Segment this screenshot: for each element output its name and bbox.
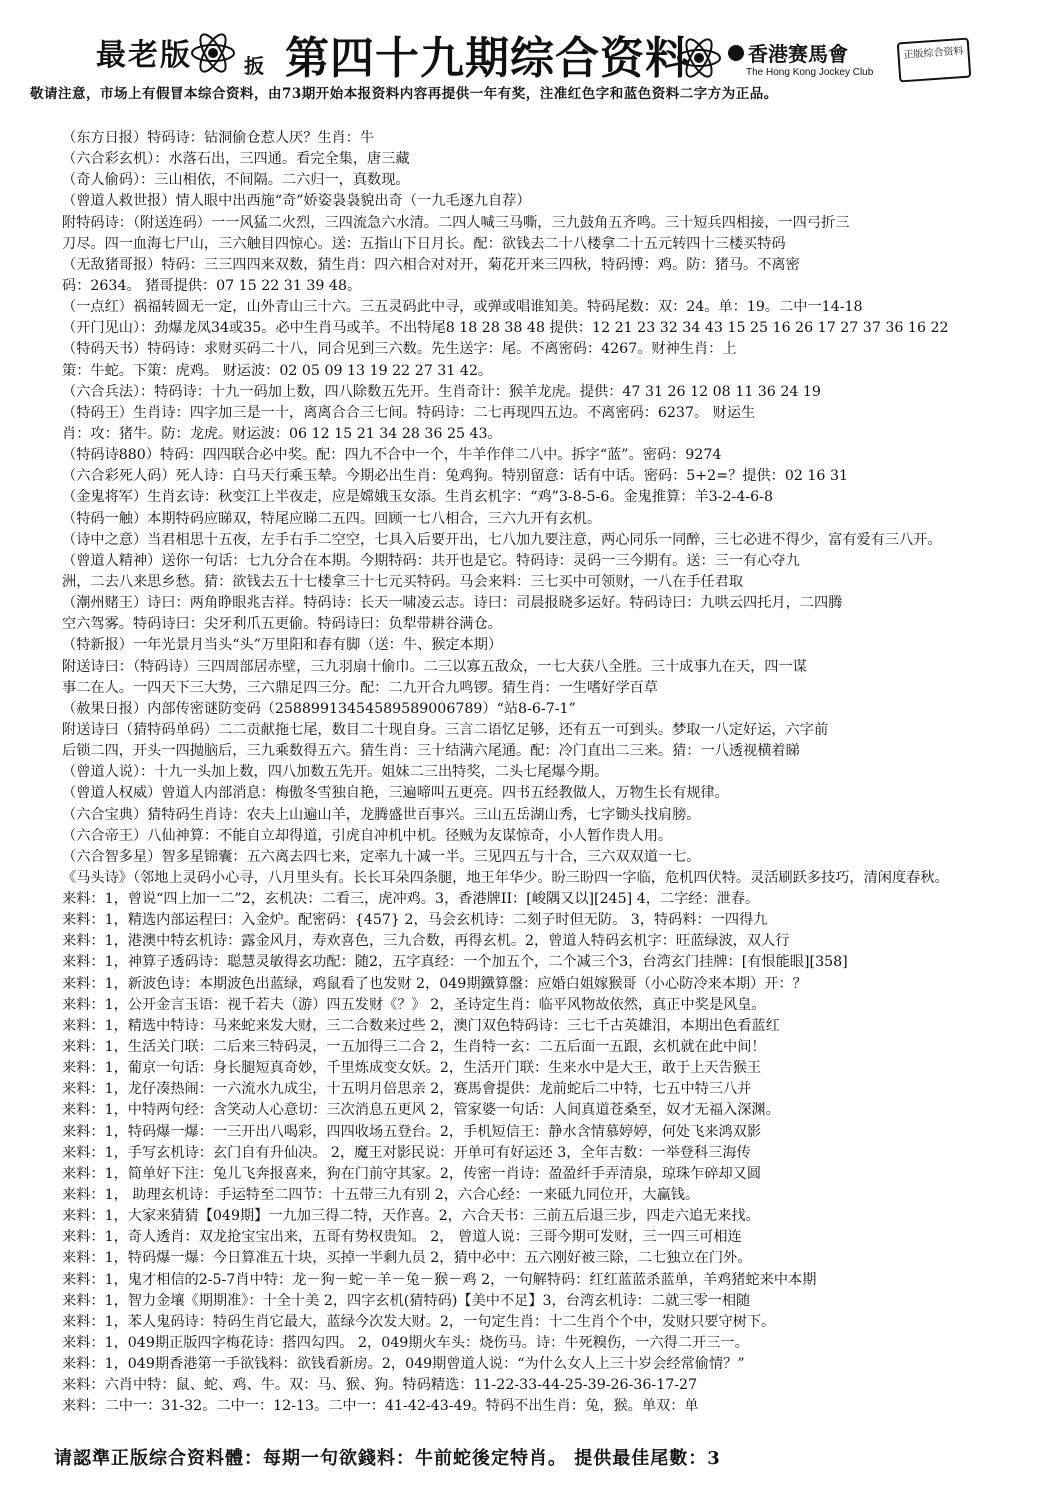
text-line: （曾道人说）：十九一头加上数，四八加数五先开。姐妹二三出特奖，二头七尾爆今期。 bbox=[62, 764, 609, 781]
text-line: （特码王）生肖诗：四字加三是一十，离离合合三七间。特码诗：二七再现四五边。不离密码：6237。 财运生 bbox=[62, 404, 756, 421]
jockey-club-cn: 香港赛馬會 bbox=[748, 42, 848, 66]
text-line: 附特码诗：（附送连码）一一风猛二火烈，三四流急六水清。二四人喊三马嘶，三九鼓角五齐鸣。三十短兵四相接，一四弓折三 bbox=[62, 214, 850, 231]
text-line: 《马头诗》（邻地上灵码小心寻，八月里头有。长长耳朵四条腿，地王年华少。盼三盼四一字临，危机四伏特。灵活刷跃多技巧，清闲度春秋。 bbox=[62, 869, 949, 886]
text-line: 来料：1，葡京一句话：身长腿短真奇妙，千里炼成变女妖。2，生活开门联：生来水中是大王，敢于上天告猴王 bbox=[62, 1060, 762, 1077]
page-title: 第四十九期综合资料 bbox=[285, 33, 690, 84]
jockey-club-logo bbox=[728, 38, 888, 78]
text-line: 来料：1，新波色诗：本期波色出蓝绿，鸡鼠看了也发财 2，049期鐵算盤：应婚白姐嫁猴哥（小心防冷来本期）开：？ bbox=[62, 975, 807, 992]
text-line: （曾道人救世报）情人眼中出西施“奇”娇姿袅袅貌出奇（一九毛逐九自荐） bbox=[62, 193, 531, 210]
text-line: 来料：1，奇人透肖：双龙抢宝宝出来，五哥有势权贵知。 2， 曾道人说：三哥今期可发财，三一四三可相连 bbox=[62, 1229, 742, 1246]
text-line: 来料：二中一：31-32。二中一：12-13。二中一：41-42-43-49。特码不出生肖：兔，猴。单双：单 bbox=[62, 1398, 699, 1415]
jockey-club-en: The Hong Kong Jockey Club bbox=[746, 67, 874, 78]
text-line: 刀尽。四一血海七尸山，三六触目四惊心。送：五指山下日月长。配：欲钱去二十八楼拿二十五元转四十三楼买特码 bbox=[62, 235, 786, 252]
text-line: （曾道人精神）送你一句话：七九分合在本期。今期特码：共开也是它。特码诗：灵码一三今期有。送：三一有心夺九 bbox=[62, 552, 800, 569]
atom-emblem-icon bbox=[676, 35, 722, 81]
text-line: 来料：1，公开金言玉语：视千若夫（游）四五发财《？》 2，圣诗定生肖：临平风物故依然，真正中奖是风皇。 bbox=[62, 996, 766, 1013]
text-line: （奇人偷码）：三山相依，不间隔。二六归一，真数现。 bbox=[62, 172, 410, 189]
text-line: （一点红）祸福转圆无一定，山外青山三十六。三五灵码此中寻，或弹或唱谁知美。特码尾数：双：24。单：19。二中一14-18 bbox=[62, 299, 863, 316]
text-line: （特码诗880）特码：四四联合必中奖。配：四九不合中一个，牛羊作伴二八中。拆字“蓝”。密码：9274 bbox=[62, 447, 722, 464]
text-line: （特码天书）特码诗：求财买码二十八，同合见到三六数。先生送字：尾。不离密码：4267。财神生肖：上 bbox=[62, 341, 737, 358]
text-line: 码：2634。 猪哥提供：07 15 22 31 39 48。 bbox=[62, 277, 362, 294]
text-line: 来料：1，生活关门联：二后来三特码灵，一五加得三二合 2，生肖特一玄：二五后面一五跟，玄机就在此中间！ bbox=[62, 1039, 766, 1056]
text-line: （特码一触）本期特码应睇双，特尾应睇二五四。回顾一七八相合，三六九开有玄机。 bbox=[62, 510, 602, 527]
text-line: 来料：1，大家来猜猜【049期】一九加三得二特，天作喜。2，六合天书：三前五后退三步，四走六追无来找。 bbox=[62, 1208, 760, 1225]
text-line: 来料：1，简单好下注：兔儿飞奔报喜来，狗在门前守其家。2，传密一肖诗：盈盈纤手弄清泉，琼珠乍碎却又圆 bbox=[62, 1165, 762, 1182]
text-line: 空六驾雾。特码诗曰：尖牙利爪五更偷。特码诗曰：负犁带耕谷满仓。 bbox=[62, 616, 502, 633]
text-line: 洲，二去八来思乡愁。猜：欲钱去五十七楼拿三十七元买特码。马会来料：三七买中可领财，一八在手任君取 bbox=[62, 573, 744, 590]
text-line: 来料：1，精选中特诗：马来蛇来发大财，三二合数来过些 2，澳门双色特码诗：三七千古英雄泪，本期出色看蓝红 bbox=[62, 1017, 780, 1034]
text-line: 来料：六肖中特：鼠、蛇、鸡、牛。双：马、猴、狗。特码精选：11-22-33-44-25-39-26-36-17-27 bbox=[62, 1377, 698, 1394]
notice-text: 敬请注意，市场上有假冒本综合资料，由73期开始本报资料内容再提供一年有奖，注准红色字和蓝色资料二字方为正品。 bbox=[30, 86, 778, 102]
ban-label: 扳 bbox=[244, 54, 264, 78]
text-line: 来料：1， 助理玄机诗：手运特至二四节：十五带三九有别 2，六合心经：一来砥九同位开，大赢钱。 bbox=[62, 1187, 700, 1204]
text-line: 来料：1，苯人鬼码诗：特码生肖它最大，蓝绿今次发大财。2，一句定生肖：十二生肖个个中，发财只要守树下。 bbox=[62, 1313, 776, 1330]
text-line: （六合彩死人码）死人诗：白马天行乘玉辇。今期必出生肖：兔鸡狗。特别留意：话有中话。密码：5+2=？提供：02 16 31 bbox=[62, 468, 849, 485]
text-line: （六合智多星）智多星锦囊：五六离去四七来，定率九十减一半。三见四五与十合，三六双双道一七。 bbox=[62, 848, 701, 865]
text-line: （潮州赌王）诗曰：两角睁眼兆吉祥。特码诗：长天一啸凌云志。诗曰：司晨报晓多运好。特码诗曰：九哄云四托月，二四腾 bbox=[62, 595, 843, 612]
text-line: 肖：攻：猪牛。防：龙虎。财运波：06 12 15 21 34 28 36 25 43。 bbox=[62, 425, 502, 442]
text-line: 来料：1，港澳中特玄机诗：露金风月，寿欢喜色，三九合数，再得玄机。2，曾道人特码玄机字：旺蓝绿波，双人行 bbox=[62, 933, 790, 950]
footer-text: 请認準正版综合资料體：每期一句欲錢料：牛前蛇後定特肖。 提供最佳尾數：3 bbox=[54, 1448, 721, 1469]
jockey-club-icon bbox=[728, 45, 744, 61]
text-line: （特新报）一年光景月当头“头”万里阳和春有脚（送：牛、猴定本期） bbox=[62, 637, 503, 654]
text-line: （六合帝王）八仙神算：不能自立却得道，引虎自冲机中机。径贼为友谋惊奇，小人暂作贵人用。 bbox=[62, 827, 673, 844]
text-line: （金鬼将军）生肖玄诗：秋变江上半夜走，应是嫦娥玉女添。生肖玄机字：“鸡”3-8-5-6。金鬼推算：羊3-2-4-6-8 bbox=[62, 489, 773, 506]
text-line: 来料：1，智力金壤《期期准》：十全十美 2，四字玄机(猜特码)【美中不足】3，台湾玄机诗：二就三零一相随 bbox=[62, 1292, 751, 1309]
text-line: （无敌猪哥报）特码：三三四四来双数，猜生肖：四六相合对对开，菊花开来三四秋，特码博：鸡。防：猪马。不离密 bbox=[62, 256, 800, 273]
text-line: 策：牛蛇。下策：虎鸡。 财运波：02 05 09 13 19 22 27 31 42。 bbox=[62, 362, 493, 379]
text-line: 来料：1，神算子透码诗：聪慧灵敏得玄功配：随2，五字真经：一个加五个，二个减三个3，台湾玄门挂牌：[有恨能眼][358] bbox=[62, 954, 848, 971]
text-line: 附送诗曰：（特码诗）三四周部居赤壁，三九羽扇十偷巾。二三以寡五敌众，一七大获八全胜。三十成事九在天，四一谋 bbox=[62, 658, 807, 675]
text-line: 来料：1，曾说“四上加一二”2，玄机决：二看三，虎冲鸡。3，香港牌II：[峻隅又以][245] 4，二字经：泄春。 bbox=[62, 891, 760, 908]
text-line: 来料：1，中特两句经：含笑动人心意切：三次消息五更风 2，管家婆一句话：人间真道苍桑至，奴才无福入深渊。 bbox=[62, 1102, 780, 1119]
text-line: 来料：1，精选内部运程曰：入金炉。配密码：{457} 2，马会玄机诗：二刻子时但无防。 3，特码料：一四得九 bbox=[62, 912, 768, 929]
text-line: （六合宝典）猜特码生肖诗：农夫上山遍山羊，龙腾盛世百事兴。三山五岳湖山秀，七字锄头找肩膀。 bbox=[62, 806, 701, 823]
tips-body bbox=[62, 128, 982, 1418]
text-line: 来料：1，龙仔凑热闹：一六流水九成尘，十五明月倍思亲 2，赛馬會提供：龙前蛇后二中特，七五中特三八并 bbox=[62, 1081, 752, 1098]
text-line: 来料：1，特码爆一爆：今日算准五十块，买掉一半剩九员 2，猜中必中：五六刚好被三除，二七独立在门外。 bbox=[62, 1250, 752, 1267]
text-line: 附送诗曰（猜特码单码）二二贡献拖七尾，数目二十现自身。三言二语忆足够，还有五一可到头。梦取一八定好运，六字前 bbox=[62, 721, 829, 738]
text-line: 来料：1，特码爆一爆：一三开出八喝彩，四四收场五登台。2，手机短信王：静水含情慕婷婷，何处飞来鸿双影 bbox=[62, 1123, 762, 1140]
text-line: （赦果日报）内部传密谜防变码（25889913454589589006789）“站8-6-7-1” bbox=[62, 700, 576, 717]
text-line: （开门见山）：劲爆龙凤34或35。必中生肖马或羊。不出特尾8 18 28 38 48 提供：12 21 23 32 34 43 15 25 16 26 17 27 37 36 16 22 bbox=[62, 320, 949, 337]
text-line: （诗中之意）当君相思十五夜，左手右手二空空，七具入后要开出，七八加九要注意，两心同乐一同醉，三七必进不得少，富有爱有三八开。 bbox=[62, 531, 942, 548]
text-line: 来料：1，鬼才相信的2-5-7肖中特：龙－狗－蛇－羊－兔－猴－鸡 2，一句解特码：红红蓝蓝杀蓝单，羊鸡猪蛇来中本期 bbox=[62, 1271, 817, 1288]
text-line: （东方日报）特码诗：钻洞偷仓惹人厌？生肖：牛 bbox=[62, 130, 375, 146]
edition-label: 最老版 bbox=[96, 38, 192, 73]
text-line: 事二在人。一四天下三大势，三六鼎足四三分。配：二九开合九鸣锣。猜生肖：一生嗜好学百草 bbox=[62, 679, 658, 696]
text-line: （六合兵法）：特码诗：十九一码加上数，四八除数五先开。生肖奇计：猴羊龙虎。提供：47 31 26 12 08 11 36 24 19 bbox=[62, 383, 821, 400]
text-line: （六合彩玄机）：水落石出，三四通。看完全集，唐三藏 bbox=[62, 151, 410, 168]
text-line: 来料：1，手写玄机诗：玄门自有升仙决。 2，魔王对影民说：开单可有好运还 3，全年吉数：一举登科三海传 bbox=[62, 1144, 751, 1161]
header bbox=[0, 0, 1047, 120]
atom-emblem-icon bbox=[190, 30, 236, 76]
genuine-stamp: 正版综合资料 bbox=[897, 38, 972, 83]
text-line: （曾道人权威）曾道人内部消息：梅傲冬雪独自艳，三遍啼叫五更亮。四书五经教做人，万物生长有规律。 bbox=[62, 785, 729, 802]
text-line: 来料：1，049期正版四字梅花诗：搭四勾四。 2，049期火车头：烧伤马。诗：牛死糗伤，一六得二开三一。 bbox=[62, 1335, 749, 1352]
text-line: 后锁二四，开头一四抛脑后，三九乘数得五六。猜生肖：三十结满六尾通。配：冷门直出二三来。猜：一八透视横着睇 bbox=[62, 743, 800, 760]
text-line: 来料：1，049期香港第一手欲钱料：欲钱看新房。2，049期曾道人说：“为什么女人上三十岁会经常偷情？” bbox=[62, 1356, 745, 1373]
